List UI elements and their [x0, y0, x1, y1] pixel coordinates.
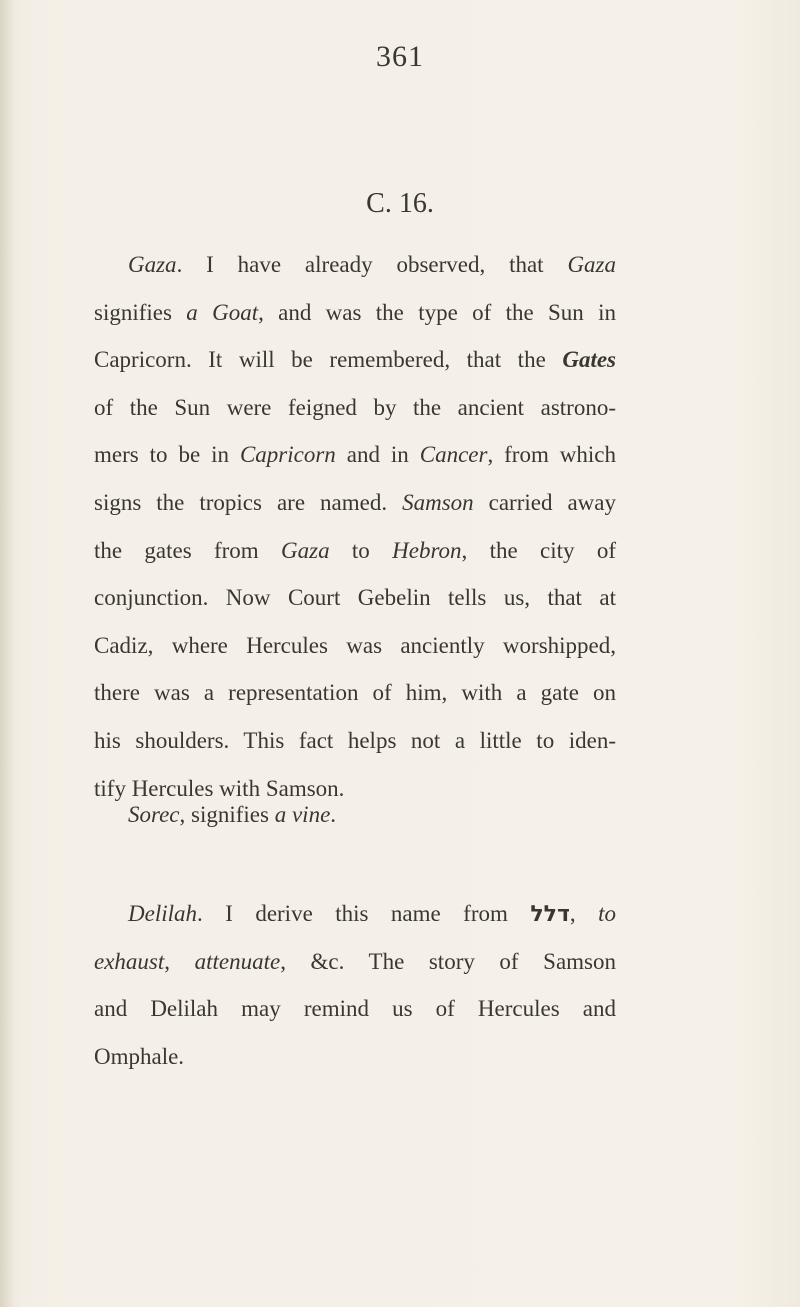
- chapter-heading: C. 16.: [366, 188, 434, 219]
- text-line: Gaza. I have already observed, that Gaza: [128, 252, 616, 277]
- text-line: there was a representation of him, with a gate on: [94, 680, 616, 706]
- text-line: Capricorn. It will be remembered, that the Gates: [94, 347, 616, 373]
- paragraph-sorec: [94, 791, 616, 839]
- text-line: Delilah. I derive this name from דלל, to: [128, 901, 616, 927]
- text-line: of the Sun were feigned by the ancient astrono-: [94, 394, 616, 420]
- paragraph-delilah: [94, 890, 616, 1080]
- text-line: exhaust, attenuate, &c. The story of Samson: [94, 948, 616, 974]
- text-line: Sorec, signifies a vine.: [128, 802, 337, 827]
- text-line: Cadiz, where Hercules was anciently worshipped,: [94, 632, 616, 658]
- text-line: signifies a Goat, and was the type of the Sun in: [94, 299, 616, 325]
- text-line: mers to be in Capricorn and in Cancer, from which: [94, 442, 616, 468]
- text-line: the gates from Gaza to Hebron, the city of: [94, 537, 616, 563]
- hebrew-word: דלל: [530, 902, 570, 927]
- page-number: 361: [376, 40, 424, 73]
- paragraph-gaza: [94, 241, 616, 812]
- text-line: his shoulders. This fact helps not a little to iden-: [94, 727, 616, 753]
- text-line: conjunction. Now Court Gebelin tells us, that at: [94, 585, 616, 611]
- text-line: and Delilah may remind us of Hercules and: [94, 996, 616, 1022]
- text-line: tify Hercules with Samson.: [94, 775, 345, 801]
- text-line: signs the tropics are named. Samson carried away: [94, 489, 616, 515]
- text-line: Omphale.: [94, 1043, 185, 1069]
